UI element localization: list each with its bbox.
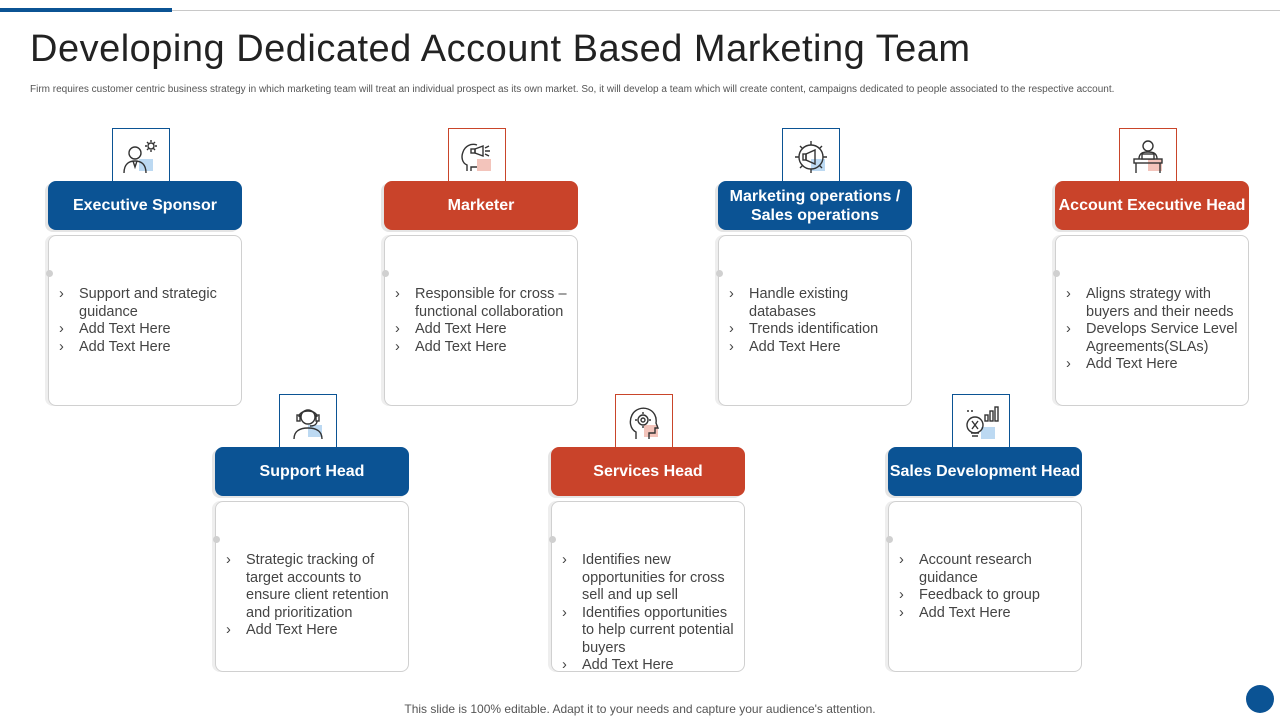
executive-gear-icon xyxy=(112,128,170,186)
list-item: › Add Text Here xyxy=(729,339,905,357)
bullet-dot xyxy=(886,536,893,543)
list-item: › Add Text Here xyxy=(59,339,235,357)
card-header: Executive Sponsor xyxy=(48,181,242,230)
list-item: › Add Text Here xyxy=(395,339,571,357)
card-list xyxy=(1066,286,1242,374)
page-title: Developing Dedicated Account Based Marketing Team xyxy=(30,28,971,70)
card-account-executive-head xyxy=(1053,128,1249,420)
bullet-dot xyxy=(549,536,556,543)
card-body xyxy=(384,235,578,406)
card-list xyxy=(729,286,905,356)
list-item: › Responsible for cross – functional collaboration xyxy=(395,286,571,321)
page-subtitle: Firm requires customer centric business strategy in which marketing team will treat an individual prospect as its own market. So, it will develop a team which will create content, campaigns dedicated to people associated to the respective account. xyxy=(30,84,1115,95)
desk-manager-icon xyxy=(1119,128,1177,186)
bullet-dot xyxy=(1053,270,1060,277)
card-body xyxy=(718,235,912,406)
head-gear-icon xyxy=(615,394,673,452)
bullet-dot xyxy=(213,536,220,543)
card-body xyxy=(888,501,1082,672)
card-list xyxy=(395,286,571,356)
card-marketing-operations xyxy=(716,128,912,420)
card-list xyxy=(226,552,402,640)
card-body xyxy=(215,501,409,672)
card-header: Marketing operations / Sales operations xyxy=(718,181,912,230)
list-item: › Trends identification xyxy=(729,321,905,339)
list-item: › Add Text Here xyxy=(1066,356,1242,374)
list-item: › Identifies new opportunities for cross sell and up sell xyxy=(562,552,738,605)
list-item: › Add Text Here xyxy=(899,605,1075,623)
card-header: Sales Development Head xyxy=(888,447,1082,496)
card-body xyxy=(551,501,745,672)
gear-megaphone-icon xyxy=(782,128,840,186)
megaphone-head-icon xyxy=(448,128,506,186)
headset-agent-icon xyxy=(279,394,337,452)
top-accent-bar xyxy=(0,8,172,12)
card-header: Marketer xyxy=(384,181,578,230)
card-body xyxy=(48,235,242,406)
card-executive-sponsor xyxy=(46,128,242,420)
list-item: › Add Text Here xyxy=(59,321,235,339)
card-header: Account Executive Head xyxy=(1055,181,1249,230)
list-item: › Aligns strategy with buyers and their needs xyxy=(1066,286,1242,321)
list-item: › Handle existing databases xyxy=(729,286,905,321)
corner-logo-circle xyxy=(1246,685,1274,713)
list-item: › Support and strategic guidance xyxy=(59,286,235,321)
list-item: › Add Text Here xyxy=(395,321,571,339)
list-item: › Strategic tracking of target accounts to ensure client retention and prioritization xyxy=(226,552,402,622)
card-marketer xyxy=(382,128,578,420)
top-divider xyxy=(0,10,1280,11)
list-item: › Account research guidance xyxy=(899,552,1075,587)
bullet-dot xyxy=(716,270,723,277)
list-item: › Identifies opportunities to help current potential buyers xyxy=(562,605,738,658)
card-header: Services Head xyxy=(551,447,745,496)
card-body xyxy=(1055,235,1249,406)
list-item: › Add Text Here xyxy=(226,622,402,640)
list-item: › Develops Service Level Agreements(SLAs) xyxy=(1066,321,1242,356)
bullet-dot xyxy=(46,270,53,277)
card-sales-development-head xyxy=(886,394,1082,686)
footer-note: This slide is 100% editable. Adapt it to your needs and capture your audience's attention. xyxy=(404,702,876,716)
card-list xyxy=(562,552,738,675)
bullet-dot xyxy=(382,270,389,277)
card-list xyxy=(59,286,235,356)
card-support-head xyxy=(213,394,409,686)
list-item: › Feedback to group xyxy=(899,587,1075,605)
card-header: Support Head xyxy=(215,447,409,496)
card-list xyxy=(899,552,1075,622)
list-item: › Add Text Here xyxy=(562,657,738,675)
card-services-head xyxy=(549,394,745,686)
bulb-chart-icon xyxy=(952,394,1010,452)
